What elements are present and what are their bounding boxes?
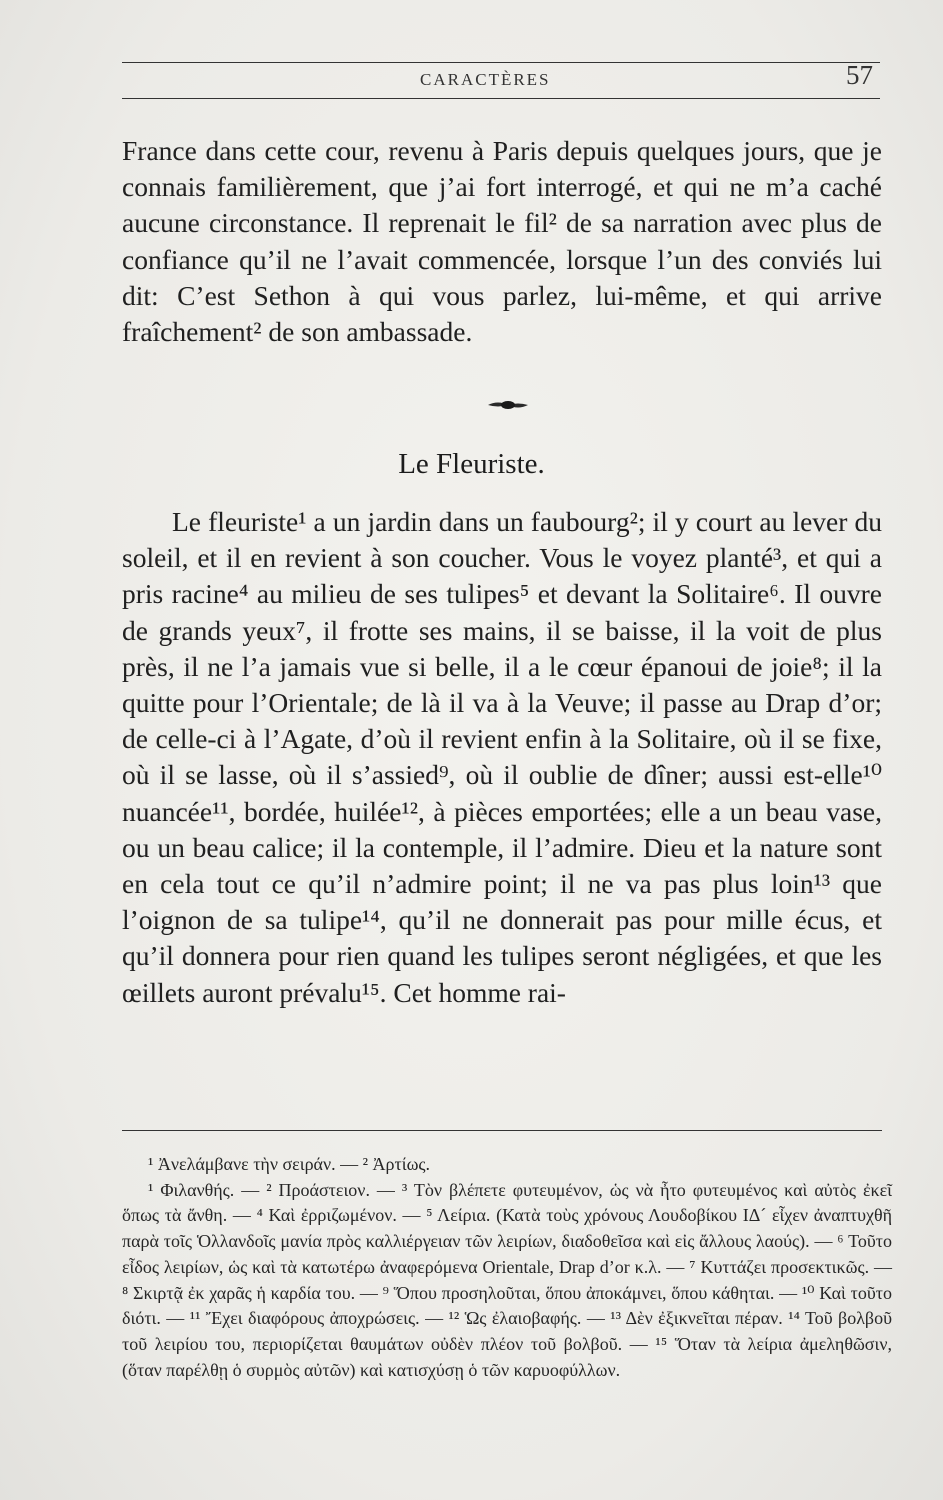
ornament-divider-icon bbox=[488, 398, 528, 412]
section-title: Le Fleuriste. bbox=[398, 448, 545, 480]
page-number: 57 bbox=[846, 60, 873, 90]
paragraph-continuation bbox=[122, 133, 882, 350]
footnote-line-1: ¹ Ἀνελάμβανε τὴν σειράν. — ² Ἀρτίως. bbox=[148, 1154, 431, 1174]
footnote-rule bbox=[122, 1130, 882, 1131]
paragraph-text: France dans cette cour, revenu à Paris depuis quelques jours, que je connais familièrement, que j’ai fort interrogé, et qui ne m’a caché aucune circonstance. Il reprenait le fil² de sa narration avec plus de confiance qu’il ne l’avait commencée, lorsque l’un des conviés lui dit: C’est Sethon à qui vous parlez, lui-même, et qui arrive fraîchement² de son ambassade. bbox=[122, 135, 882, 348]
footnotes bbox=[122, 1152, 892, 1383]
running-header: CARACTÈRES bbox=[420, 70, 551, 89]
header-bottom-rule bbox=[122, 98, 880, 99]
footnote-body: ¹ Φιλανθής. — ² Προάστειον. — ³ Τὸν βλέπετε φυτευμένον, ὡς νὰ ἦτο φυτευμένος καὶ αὐτὸς ἐκεῖ ὅπως τὰ ἄνθη. — ⁴ Καὶ ἐρριζωμένον. — ⁵ Λείρια. (Κατὰ τοὺς χρόνους Λουδοβίκου ΙΔ´ εἶχεν ἀναπτυχθῆ παρὰ τοῖς Ὁλλανδοῖς μανία πρὸς καλλιέργειαν τῶν λειρίων, διαδοθεῖσα καὶ εἰς ἄλλους λαούς). — ⁶ Τοῦτο εἶδος λειρίων, ὡς καὶ τὰ κατωτέρω ἀναφερόμενα Orientale, Drap d’or κ.λ. — ⁷ Κυττάζει προσεκτικῶς. — ⁸ Σκιρτᾷ ἐκ χαρᾶς ἡ καρδία του. — ⁹ Ὅπου προσηλοῦται, ὅπου ἀποκάμνει, ὅπου κάθηται. — ¹⁰ Καὶ τοῦτο διότι. — ¹¹ Ἔχει διαφόρους ἀποχρώσεις. — ¹² Ὡς ἐλαιοβαφής. — ¹³ Δὲν ἐξικνεῖται πέραν. ¹⁴ Τοῦ βολβοῦ τοῦ λειρίου του, περιορίζεται θαυμάτων οὐδὲν πλέον τοῦ βολβοῦ. — ¹⁵ Ὅταν τὰ λείρια ἀμεληθῶσιν, (ὅταν παρέλθῃ ὁ συρμὸς αὐτῶν) καὶ κατισχύσῃ ὁ τῶν καρυοφύλλων. bbox=[122, 1179, 892, 1380]
paragraph-fleuriste bbox=[122, 504, 882, 1011]
paragraph-text: Le fleuriste¹ a un jardin dans un faubourg²; il y court au lever du soleil, et il en revient à son coucher. Vous le voyez planté³, et qui a pris racine⁴ au milieu de ses tulipes⁵ et devant la Solitaire⁶. Il ouvre de grands yeux⁷, il frotte ses mains, il se baisse, il la voit de plus près, il ne l’a jamais vue si belle, il a le cœur épanoui de joie⁸; il la quitte pour l’Orientale; de là il va à la Veuve; il passe au Drap d’or; de celle-ci à l’Agate, d’où il revient enfin à la Solitaire, où il se fixe, où il se lasse, où il s’assied⁹, où il oublie de dîner; aussi est-elle¹⁰ nuancée¹¹, bordée, huilée¹², à pièces emportées; elle a un beau vase, ou un beau calice; il la contemple, il l’admire. Dieu et la nature sont en cela tout ce qu’il n’admire point; il ne va pas plus loin¹³ que l’oignon de sa tulipe¹⁴, qu’il ne donnerait pas pour mille écus, et qu’il donnera pour rien quand les tulipes seront négligées, et que les œillets auront prévalu¹⁵. Cet homme rai- bbox=[122, 506, 882, 1008]
header-top-rule bbox=[122, 62, 880, 63]
